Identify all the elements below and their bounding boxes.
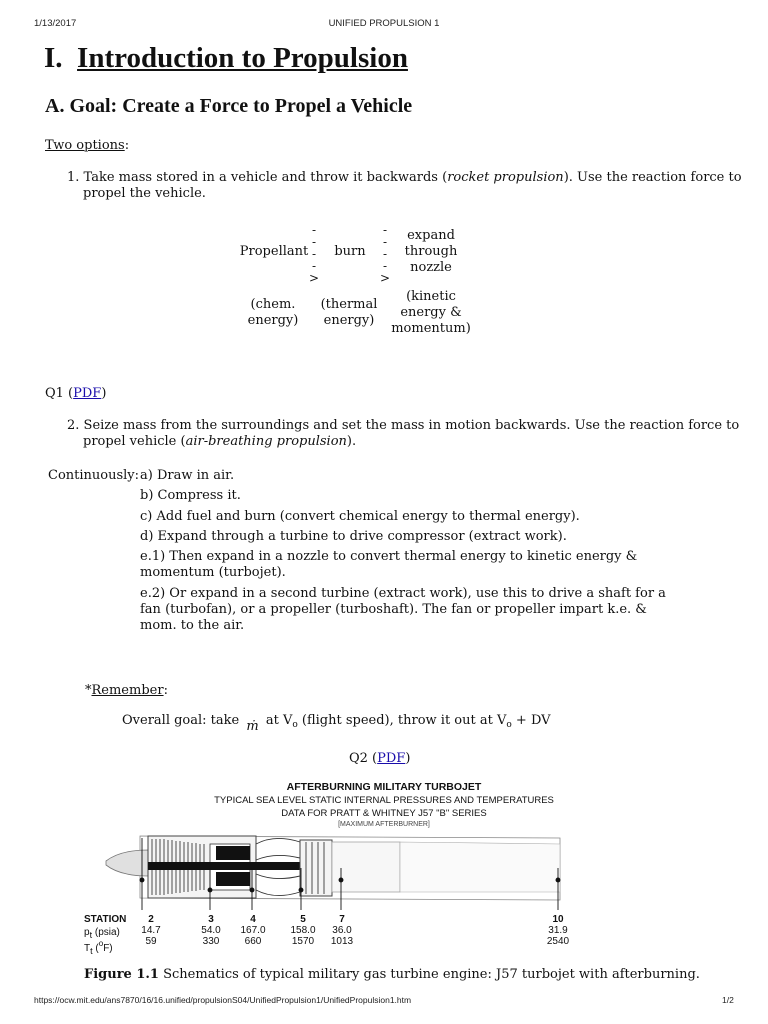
step-b: b) Compress it. [140,488,241,503]
arrow-dash: - [311,223,317,237]
option2-line2 [83,434,356,449]
t-unit-open: ( [95,943,99,954]
station-label: STATION [84,914,127,925]
q2-pdf-link[interactable]: PDF [377,751,406,766]
option1-number: 1. [67,170,80,185]
station-col-10 [541,914,575,947]
flow-expand-2: through [404,244,458,259]
options-label: Two options [45,138,125,153]
engine-schematic [100,828,570,910]
flow-kinetic [390,289,472,337]
station-pressure: 158.0 [290,925,316,936]
footer-url: https://ocw.mit.edu/ans7870/16/16.unified/propulsionS04/UnifiedPropulsion1/UnifiedPropulsion1.htm [34,995,412,1005]
station-pressure: 31.9 [548,925,568,936]
option1-line2: propel the vehicle. [83,186,206,201]
station-temperature: 660 [244,936,262,947]
q2-line [349,751,410,766]
t-sub: t [90,946,93,956]
arrow-dash: - [382,223,388,237]
flow-expand-3: nozzle [410,260,452,275]
flow-thermal-1: (thermal [320,297,378,312]
figure-title-1: AFTERBURNING MILITARY TURBOJET [286,781,482,793]
flow-chem [240,297,306,329]
station-id: 3 [208,914,214,925]
station-temperature: 1570 [291,936,315,947]
goal-sub2: o [506,720,512,730]
step-c: c) Add fuel and burn (convert chemical energy to thermal energy). [140,509,580,524]
station-id: 2 [148,914,154,925]
figure-title-4: [MAXIMUM AFTERBURNER] [338,821,430,828]
option2-line1 [67,418,739,433]
remember-colon: : [163,683,168,698]
goal-post: + DV [515,713,551,728]
q2-label: Q2 ( [349,751,378,766]
option1-text-post: ). Use the reaction force to [563,170,742,185]
station-id: 5 [300,914,306,925]
q1-close: ) [101,386,107,401]
station-temperature: 2540 [546,936,570,947]
p-symbol: p [84,927,90,938]
station-temperature: 59 [145,936,157,947]
station-col-7 [325,914,359,947]
mass-flow-symbol: ṁ [246,719,259,734]
station-col-3 [196,914,226,947]
continuously-label: Continuously: [48,468,140,483]
flow-burn: burn [334,244,366,259]
goal-pre: Overall goal: take [122,713,240,728]
station-temperature: 1013 [330,936,354,947]
flow-propellant: Propellant [239,244,309,259]
option2-line2-post: ). [346,434,357,449]
station-pressure: 36.0 [332,925,352,936]
step-e1-line2: momentum (turbojet). [140,565,286,580]
p-sub: t [89,930,93,940]
option2-number: 2. [67,418,80,433]
arrow-dash: - [311,259,317,273]
overall-goal [122,713,551,734]
section-heading [44,42,408,75]
station-pressure: 167.0 [240,925,266,936]
station-pressure: 54.0 [201,925,221,936]
flow-expand-1: expand [407,228,455,243]
flow-arrow-2 [377,224,393,284]
arrow-dash: - [382,247,388,261]
arrow-dash: - [311,247,317,261]
arrow-dash: - [311,235,317,249]
flow-chem-1: (chem. [250,297,296,312]
q1-line [45,386,106,401]
flow-thermal-2: energy) [323,313,375,328]
temperature-row-label [84,939,113,956]
station-col-5 [285,914,321,947]
q2-close: ) [405,751,411,766]
flow-chem-2: energy) [247,313,299,328]
figure-caption [84,967,700,982]
flow-expand [398,228,464,276]
options-label-line: Two options: [45,138,130,153]
goal-at-v: at V [265,713,293,728]
remember-line [85,683,168,698]
section-title: Introduction to Propulsion [77,42,408,74]
figure-caption-text: Schematics of typical military gas turbine engine: J57 turbojet with afterburning. [158,967,700,982]
step-e2-line1: e.2) Or expand in a second turbine (extract work), use this to drive a shaft for a [140,586,666,601]
station-id: 7 [339,914,345,925]
option2-emphasis: air-breathing propulsion [185,434,347,449]
station-col-4 [236,914,270,947]
arrow-head: > [308,271,320,285]
option1-line1 [67,170,742,185]
station-col-2 [136,914,166,947]
q1-pdf-link[interactable]: PDF [73,386,102,401]
subsection-title: A. Goal: Create a Force to Propel a Vehicle [45,95,413,117]
flow-kinetic-2: energy & [400,305,462,320]
step-e1-line1: e.1) Then expand in a nozzle to convert thermal energy to kinetic energy & [140,549,638,564]
station-id: 4 [250,914,256,925]
figure-title-2: TYPICAL SEA LEVEL STATIC INTERNAL PRESSURES AND TEMPERATURES [214,795,554,806]
flow-thermal [318,297,380,329]
step-d: d) Expand through a turbine to drive compressor (extract work). [140,529,567,544]
station-row-label [84,914,126,925]
q1-label: Q1 ( [45,386,74,401]
flow-kinetic-3: momentum) [391,321,471,336]
arrow-dash: - [382,259,388,273]
print-date: 1/13/2017 [34,18,77,29]
option2-line2-pre: propel vehicle ( [83,434,186,449]
station-temperature: 330 [202,936,220,947]
section-numeral: I. [44,42,63,74]
remember-label: Remember [91,683,164,698]
p-unit: (psia) [94,927,120,938]
goal-mid: (flight speed), throw it out at V [301,713,507,728]
station-id: 10 [552,914,564,925]
remember-star: * [85,683,92,698]
option1-text-pre: Take mass stored in a vehicle and throw it backwards ( [83,170,448,185]
arrow-head: > [379,271,391,285]
print-title: UNIFIED PROPULSION 1 [328,18,440,29]
step-e2-line2: fan (turbofan), or a propeller (turboshaft). The fan or propeller impart k.e. & [140,602,647,617]
step-a: a) Draw in air. [140,468,235,483]
t-unit-close: F) [103,943,113,954]
goal-sub1: o [292,720,298,730]
option1-emphasis: rocket propulsion [447,170,564,185]
option2-text: Seize mass from the surroundings and set the mass in motion backwards. Use the reaction force to [83,418,740,433]
figure-title-3: DATA FOR PRATT & WHITNEY J57 "B" SERIES [281,808,487,819]
flow-kinetic-1: (kinetic [406,289,456,304]
flow-arrow-1 [306,224,322,284]
station-pressure: 14.7 [141,925,161,936]
step-e2-line3: mom. to the air. [140,618,245,633]
t-degree: o [98,939,104,948]
arrow-dash: - [382,235,388,249]
footer-page: 1/2 [722,995,734,1005]
t-symbol: T [84,943,91,954]
figure-caption-label: Figure 1.1 [84,967,159,982]
